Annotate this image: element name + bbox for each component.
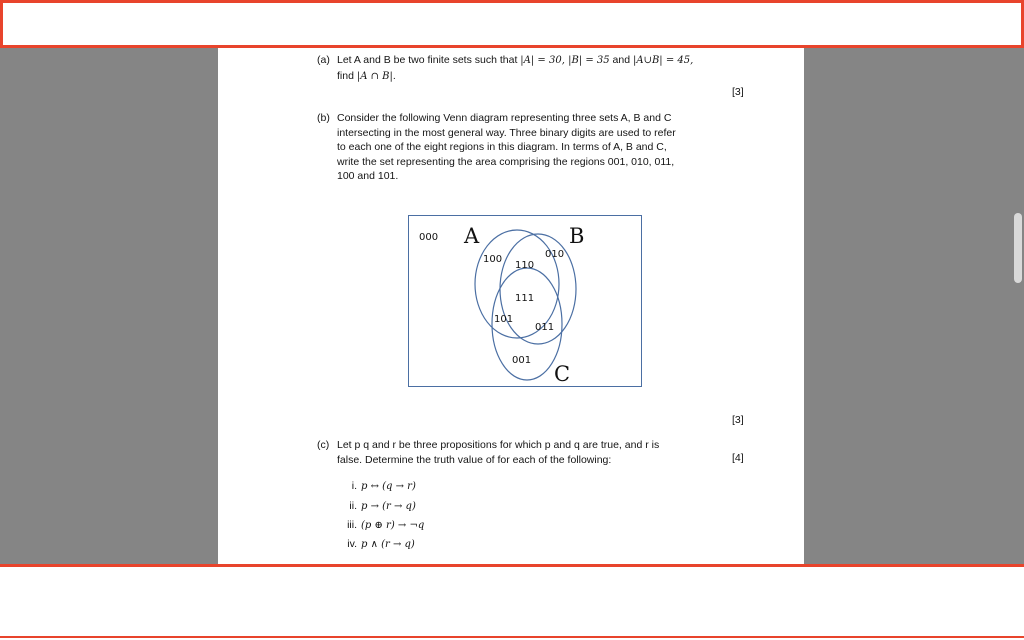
region-011: 011 [535, 322, 555, 333]
question-b-line: intersecting in the most general way. Three binary digits are used to refer [337, 126, 676, 139]
question-b-label: (b) [317, 112, 330, 124]
question-b-line: to each one of the eight regions in this diagram. In terms of A, B and C, [337, 141, 667, 153]
question-c-item [337, 500, 416, 512]
item-number: ii. [349, 500, 357, 512]
item-expression: (p ⊕ r) → ¬q [361, 520, 425, 531]
bottom-divider [0, 636, 1024, 638]
question-c-item [337, 519, 424, 531]
question-c-line: false. Determine the truth value of for each of the following: [337, 453, 612, 466]
item-number: iv. [347, 538, 357, 550]
question-a-text-4: . [392, 69, 396, 82]
region-010: 010 [545, 249, 565, 260]
item-expression: p ∧ (r → q) [361, 539, 415, 550]
vertical-scrollbar[interactable] [1014, 213, 1022, 283]
question-a-math-2: |A∪B| = 45, [632, 55, 694, 66]
set-label-c: C [554, 362, 571, 386]
set-label-b: B [569, 224, 585, 248]
question-a-text-1: Let A and B be two finite sets such that [337, 54, 521, 66]
document-page [218, 48, 804, 564]
question-c-item [337, 480, 416, 492]
question-a-text [337, 53, 757, 84]
region-000: 000 [419, 232, 439, 243]
document-viewer[interactable] [0, 48, 1024, 564]
question-c-text [337, 438, 722, 467]
question-c-label: (c) [317, 439, 330, 451]
question-a-text-2: and [609, 54, 633, 66]
question-a-text-3: find [337, 69, 357, 82]
question-a-label: (a) [317, 54, 330, 66]
question-c-item [337, 538, 415, 550]
region-001: 001 [512, 355, 532, 366]
item-number: i. [351, 480, 357, 492]
question-a-math-1: |A| = 30, |B| = 35 [520, 55, 610, 66]
region-100: 100 [483, 254, 503, 265]
region-110: 110 [515, 260, 535, 271]
top-highlight-band [0, 0, 1024, 48]
item-expression: p → (r → q) [361, 501, 416, 512]
set-label-a: A [464, 224, 480, 248]
question-c-line: Let p q and r be three propositions for which p and q are true, and r is [337, 439, 660, 451]
question-b-line: write the set representing the area comprising the regions 001, 010, 011, [337, 155, 675, 168]
venn-diagram [408, 215, 642, 387]
region-101: 101 [494, 314, 514, 325]
question-a-marks: [3] [732, 86, 744, 98]
question-a-math-3: |A ∩ B| [356, 70, 393, 82]
question-b-marks: [3] [732, 414, 744, 426]
region-111: 111 [515, 293, 535, 304]
item-number: iii. [347, 519, 357, 531]
question-b-line: 100 and 101. [337, 170, 399, 182]
bottom-highlight-band [0, 564, 1024, 640]
question-b-text [337, 111, 722, 184]
question-b-line: Consider the following Venn diagram representing three sets A, B and C [337, 112, 672, 124]
item-expression: p ↔ (q → r) [361, 481, 416, 492]
question-c-marks: [4] [732, 452, 744, 464]
venn-svg [409, 216, 641, 386]
